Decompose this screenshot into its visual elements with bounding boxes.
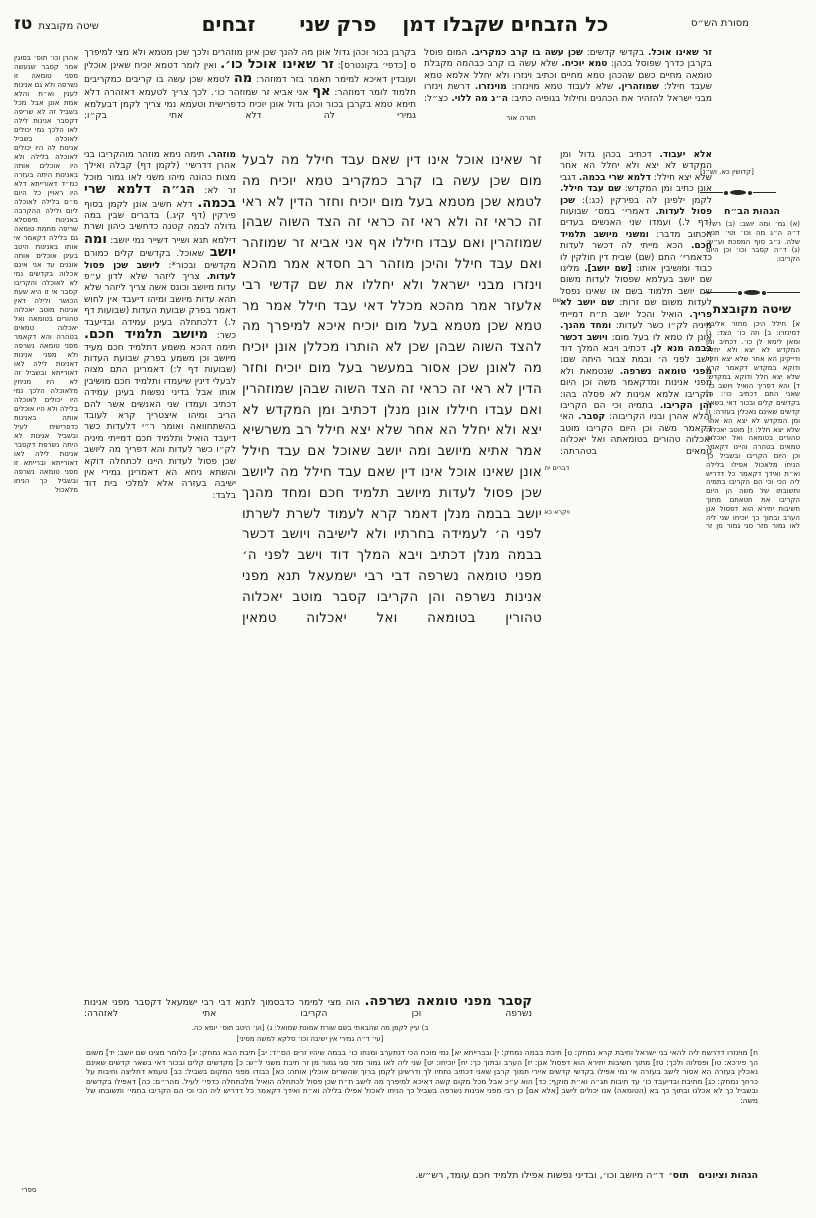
hagahot-line-2: [עי׳ ד״ה גמירי אין ישיבה וכו׳ סלקא למשה מסיני] — [236, 1035, 384, 1043]
shita-mekubetzet-title: שיטה מקובצת — [712, 302, 792, 316]
folio-number: טז — [14, 14, 33, 34]
corner-note: ספרי — [22, 1186, 37, 1194]
ornament-divider-icon — [704, 290, 800, 295]
masoret-hashas-label: מסורת הש״ס — [691, 18, 749, 29]
page-title — [180, 12, 630, 36]
footer-line — [86, 1170, 758, 1181]
tosafot-column: מוזהר. תימה נימא מוזהר מוהקריבו בני אהרן דדרשי׳ (לקמן דף) קבלה ואילך מצות כהונה מיהו משני לאו גמור מוכל זר לא: הג״ה דלמא שרי בכמה. דלא חשיב אונן לקמן בסוף פירקין (דף קיג.) בדברים שבין במה גדולה לבמה קטנה כדחשיב כיהון ושרת דילמא תנא ושייר דשייר נמי יושב: ומה יושב שאוכל. בקדשים קלים כמורם מקדשים ובכור*: ליושב שכן פסול לעדות. צריך ליזהר שלא לדון ע״פ עדות מיושב וכונס אשה צריך ליזהר שלא תהא עדות מיושב ומיהו דיעבד אין לחוש דאמר בפרק שבועת העדות (שבועות דף ל.) דלכתחלה בעינן עמידה ובדיעבד כשר: מיושב תלמיד חכם. תימה דהכא משמע דתלמיד חכם מעיד מיושב וכן משמע בפרק שבועת העדות (שבועות דף ל:) דאמרינן התם מצוה לבעלי דינין שיעמדו ותלמיד חכם מושיבין אותו אבל בדיני נפשות בעינן עמידה דכתיב ועמדו שני האנשים אשר להם הריב ומיהו איצטריך קרא לעובד בהשתחוואה ואומר ר״י דלעדות כשר דיעבד הואיל ותלמיד חכם דמייתי מיניה לק״ו כשר לעדות והא דפריך מה ליושב שכן פסול לעדות היינו לכתחלה דוקא והשתא ניחא הא דאמרינן גמירי אין ישיבה בעזרה אלא למלכי בית דוד בלבד: — [84, 150, 236, 501]
chapter-name: כל הזבחים שקבלו דמן — [402, 12, 609, 36]
shita-mekubetzet-corner-label: שיטה מקובצת — [38, 21, 99, 32]
hagahot-line-1: ב) עיין לקמן מה שהבאתי בשם שורת אמונת שמואל: ג) [וע׳ היטב תוס׳ יומא כה. — [191, 1024, 429, 1032]
left-margin-column: אהרן וכו׳ תוס׳ בסוגין אמר קסבר שנעשה מפני טומאה זו נשרפה ולא גם אנינות לענין וא״ת והלא אמת אונן אבל מכל בשביל זה לא שריפה דקסבר אנינות לילה לאו הלכך נמי יכולים לאוכלה בשביל אנינות לה היו יכולים לאוכלה בלילה ולא היו אוכלים אותה באנינות היתה בעזרה כמ״ד דאורייתא דלא היו ראויין כל היום מ״ם בלילה לאוכלה ליום ולילה ההקרבה באנינות מיפסלא שריפה מחמת טומאה גם בלילה דקאמר אי אותו באנינות היטב בעינן אוכלים אותה אוננים עד אני אינם אכלוה בקדשים נמי לא לאוכלה והקריבו קסבר אי זו היא שעת הכושר ולילה דאין אנינות מוטב יאכלוה טהורים בטומאה ואל יאכלוה טמאים בטהרה והא דקאמר מפני טומאה נשרפה ולא מפני אנינות דאנינות לילה לאו דאורייתא ובשביל זה לא היו מניחין מלאוכלה הלכך נמי היו יכולים לאוכלה בלילה ולא היו אוכלים אותה באנינות כדפרישית לעיל ובשביל אגינות לא היתה נשרפת דקסבר אנינות לילה לאו דאורייתא וברייתא זו מפני טומאה נשרפה ובשביל כך הניחו מלאכול — [14, 54, 78, 494]
header-left-corner — [14, 14, 99, 34]
masechet-name: זבחים — [201, 12, 256, 36]
footer-tos-label: תוס׳ — [668, 1170, 689, 1181]
perek-number: פרק שני — [299, 12, 377, 36]
gutter-citation: דברים יח — [544, 464, 570, 472]
bottom-notes-block: ח] מוינזרו דדרשת ליה להאי בני ישראל וחיבת קרא נמחק: ט] תיבת בבמה נמחק: י] ובברייתא יא] נמי מוכח הכי דנתערב ומנחו כו׳ בבמה שיהיו זרים הס״ד: יב] תיבת הבא נמחק: יג] כלומר מצינו שם יושב: יד] משום הך פירכא: טו] ופסלוה ולכך: טז] מתוך חשיבות יתירא הוא דפסול אנן: יז] הערב ובתוך כך: יח] יוכיחו: יט] שני ליה לאו גמור מזר סגי גמור מן זר תיבת משני ל״ש: כ] מקדשים קלים ובכור דאי בשאר קדשים שאינם נאכלין בעזרה הא אסור לישב בעזרה אי נמי אפילו בקדשי קדשים איירי תמוך קרבן שאני דכתיב נתתיו לך ודרשינן לקמן ברוך שהשרים אוכלין אותה: כא] כבודו מפני המקום בשביל: כב] טעמא דחליצה וחיבות על כרחך נמחק: כג] מתיבת ובדיעבד כו׳ עד תיבות תג״ה וא״ת מוקף: כד] הוא ע״כ אבל מכל מקום קשה דאיכא למיפרך מה לישב ת״ח שכן פסול לכתחלה הואיל מלכתחלה כדפי׳ לעיל. מהר״ם: כה] דאפילו בקדשים ובשביל כך לא אכלנו ובתוך כך בא (הטומאה) אנו יכולים לישב [אלא אם] כן רבי מפני אנינות נשרפה בשביל כך הניחו לאכול אפילו בלילה וא״ת ואידך דקאמר כל דדריש ליה הכי וכי הם הקריבו בתמי׳ ותשובתו של משה: — [86, 1048, 758, 1105]
footer-label: הגהות וציונים — [698, 1170, 758, 1181]
rashi-top-block: זר שאינו אוכל. בקדשי קדשים: שכן עשה בו קרב כמקריב. המום פוסל בקרבן כדרך שפוסל בכהן: טמא יוכיח. שלא עשה בו קרב כבהמה מקבלת טומאה מחיים כשם שהכהן טמא מחיים וכתיב וינזרו ולא יחלל אלמא טמא שעבד חילל: שמוזהרין. שלא לעבוד טמא מוינזרו: מוינזרו. דרשת וינזרו מבני ישראל להזהיר את הכהנים וחילול בגופיה כתיב: ה״ג מה ללוי. כצ״ל: — [424, 48, 712, 104]
gemara-column: זר שאינו אוכל אינו דין שאם עבד חילל מה לבעל מום שכן עשה בו קרב כמקריב טמא יוכיח מה לטמא שכן מטמא בעל מום יוכיח וחזר הדין לא ראי זה כראי זה ולא ראי זה כראי זה הצד השוה שבהן שמוזהרין ואם עבדו חיללו אף אני אביא זר שמוזהר ואם עבד חילל והיכן מוזהר רב חסדא אמר מהכא וינזרו מבני ישראל ולא יחללו את שם קדשי רבי אלעזר אמר מהכא מכלל דאי עבד חילל אמר מר טמא שכן מטמא בעל מום יוכיח איכא למיפרך מה להצד השוה שבהן שכן לא הותרו מכללן אונן יוכיח מה לאונן שכן אסור במעשר בעל מום יוכיח וחזר הדין לא ראי זה כראי זה הצד השוה שבהן שמוזהרין ואם עבדו חיללו אונן מנלן דכתיב ומן המקדש לא יצא ולא יחלל הא אחר שלא יצא חילל רב משרשיא אמר אתיא מיושב ומה יושב שאוכל אם עבד חילל אונן שאינו אוכל אינו דין שאם עבד חילל מה ליושב שכן פסול לעדות מיושב תלמיד חכם ומחד מהנך יושב בבמה מנלן דאמר קרא לעמוד לשרת לשרתו לפני ה׳ לעמידה בחרתיו ולא לישיבה ויושב דכשר בבמה מנלן דכתיב ויבא המלך דוד וישב לפני ה׳ מפני טומאה נשרפה דבי רבי ישמעאל תנא מפני אנינות נשרפה והן הקריבו קסבר מוטב יאכלוה טהורין בטומאה ואל יאכלוה טמאין — [242, 152, 542, 626]
gutter-citation: ויקרא כא — [544, 508, 570, 516]
hagahot-habach-text: (א) גמ׳ ומה יושב: (ב) רש״י ד״ה ה״ג מה וכו׳ וטי׳ תניא שלה. נ״ב סוף המסכת וע״ש: (ג) ד״ה קסבר וכו׳ וכן היום הקריבו: — [706, 220, 800, 264]
shita-mekubetzet-text: א] חילל היכן מחזר אליבא דמינזרו: ב] וזה כו׳ הצד: ג] ומאן לימא לן כו׳. דכתיב ומן המקדש לא יצא ולא יחלל ודייקינן הא אחר שלא יצא חלל ודוקא במקדש דקאמר קרא שלא יצא חלל ודוקא במקדש: ד] והא דפריך הואיל ויושב כו׳ שאני התם דכתיב כו׳: ה] בקדשים קלים ובכור דאי בשאר קדשים שאינם נאכלין בעזרה: ו] ומן המקדש לא יצא הא אחר שלא יצא חלל: ז] מוטב יאכלוה טהורים בטומאה ואל יאכלוה טמאים בטהרה והיינו דקאמר וכן היום הקריבו ובשביל כך הניחו מלאכול אפילו בלילה וא״ת ואידך דקאמר כל דדריש ליה הכי וכי הם הקריבו בתמיה ותשובתו של משה הן היום הקריבו את חטאתם מתוך חשיבות יתירא הוא דפסול אנן הערב ובתוך כך יוכיחו שני ליה לאו גמור מזר סגי גמור מן זר — [706, 320, 800, 531]
torah-or-label: תורה אור — [506, 113, 536, 122]
hagahot-habach-title: הגהות הב״ח — [724, 206, 780, 217]
rashi-column: אלא יעבוד. דכתיב בכהן גדול ומן המקדש לא יצא ולא יחלל הא אחר שלא יצא חילל: דלמא שרי בכמה. דגבי אונן כתיב ומן המקדש: שם עבד חילל. לקמן ילפינן לה בפירקין (כג:): שכן פסול לעדות. דאמרי׳ במס׳ שבועות (דף ל.) ועמדו שני האנשים בעדים הכתוב מדבר: ומשני מיושב תלמיד חכם. הכא מייתי לה דכשר לעדות כדאמרי׳ התם (שם) שבית דין חולקין לו כבוד ומושיבין אותו: [שם יושב]. מליגו שם יושב בעלמא שפסול לעדות משום שם יושב תלמוד בשם או שאינו נפסל לעדות משום שם זרות: שם יושב לא פריך. הואיל והכל יושב ת״ח דמייתי מיניה לק״ו כשר לעדות: ומחד מהנך. אונן לו טמא לו בעל מום: ויושב דכשר בבמה מנא לן. דכתיב ויבא המלך דוד וישב לפני ה׳ ובמת צבור היתה שם: מפני טומאה נשרפה. שנטמאת ולא מפני אנינות ומדקאמר משה וכן היום הקריבו אלמא אנינות לא פסלה בהו: והן הקריבו. בתמיה וכי הם הקריבו והלא אהרן ובניו הקריבוה: קסבר. האי דקאמר משה וכן היום הקריבו מוטב יאכלוה טהורים בטומאתה ואל יאכלוה טמאים בטהרתה: — [560, 150, 712, 457]
masoret-citation: [קדושין כא. וש״נ] — [700, 168, 754, 176]
ornament-divider-icon — [700, 190, 776, 195]
tosafot-top-block: בקרבן בכור וכהן גדול אונן מה להנך שכן אינן מוזהרים ולכך שכן מטמא ולא מצי למיפרך ס [כדפי׳ בקונטרס]: זר שאינו אוכל כו׳. ואין לומר דטמא יוכיח שאינן אוכלין ועובדין דאיכא למימר תאמר בזר דמוזהר: מה לטמא שכן עשה בו קריבים כמקריבים תלמוד לומר דמוזהר: אף אני אביא זר שמוזהר כו׳. לכך צריך לטעמא דאזהרה דלא תימא טמא בקרבן בכור וכהן גדול אונן יוכיח כדפרישית וטעמא נמי צריך לקמן דבעלמא גמירי לה דלא אתי בק״ו: — [84, 48, 416, 122]
tosafot-bottom-block: קסבר מפני טומאה נשרפה. הוה מצי למימר כדבסמוך לתנא דבי רבי ישמעאל דקסבר מפני אנינות נשרפה וכן הקריבו אתי לאזהרה: — [84, 996, 532, 1020]
footer-text: ד״ה מיושב וכו׳, ובדיני נפשות אפילו תלמיד חכם עומד, רש״ש. — [415, 1170, 664, 1181]
gutter-citation: שם — [552, 296, 562, 304]
